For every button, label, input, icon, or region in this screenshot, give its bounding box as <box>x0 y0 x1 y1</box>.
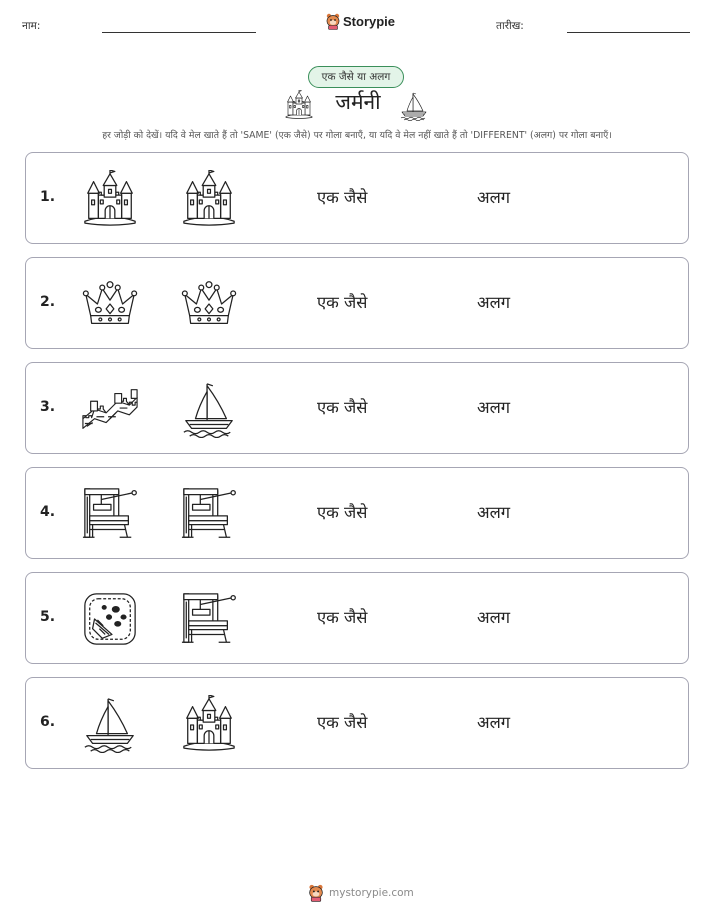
castle-icon <box>81 170 139 228</box>
same-option[interactable]: एक जैसे <box>317 713 368 732</box>
footer-website: mystorypie.com <box>329 887 414 899</box>
different-option[interactable]: अलग <box>477 188 511 207</box>
brand-logo <box>326 13 395 30</box>
crown-icon <box>81 275 139 333</box>
date-field-line[interactable] <box>567 32 690 33</box>
worksheet-type-badge: एक जैसे या अलग <box>308 66 404 88</box>
different-option[interactable]: अलग <box>477 398 511 417</box>
question-row <box>25 572 689 664</box>
castle-icon <box>180 170 238 228</box>
same-option[interactable]: एक जैसे <box>317 188 368 207</box>
printing-press-icon <box>180 485 238 543</box>
printing-press-icon <box>81 485 139 543</box>
cookie-icon <box>81 590 139 648</box>
brand-name: Storypie <box>343 14 396 29</box>
same-option[interactable]: एक जैसे <box>317 608 368 627</box>
different-option[interactable]: अलग <box>477 293 511 312</box>
question-row <box>25 257 689 349</box>
same-option[interactable]: एक जैसे <box>317 293 368 312</box>
question-number: 2. <box>40 294 56 310</box>
question-number: 5. <box>40 609 56 625</box>
same-option[interactable]: एक जैसे <box>317 503 368 522</box>
question-number: 3. <box>40 399 56 415</box>
date-label: तारीख: <box>496 20 524 32</box>
question-row <box>25 677 689 769</box>
great-wall-icon <box>81 380 139 438</box>
castle-icon <box>284 90 314 120</box>
question-row <box>25 467 689 559</box>
name-label: नाम: <box>22 20 41 32</box>
question-row <box>25 362 689 454</box>
sailboat-icon <box>180 380 238 438</box>
storypie-mascot-icon <box>308 884 324 902</box>
name-field-line[interactable] <box>102 32 256 33</box>
sailboat-icon <box>399 91 429 121</box>
same-option[interactable]: एक जैसे <box>317 398 368 417</box>
question-number: 6. <box>40 714 56 730</box>
instructions-text: हर जोड़ी को देखें। यदि वे मेल खाते हैं तो 'SAME' (एक जैसे) पर गोला बनाएँ, या यदि वे मेल नहीं खाते हैं तो 'DIFFERENT' (अलग) पर गोला बनाएँ। <box>102 130 612 141</box>
footer <box>308 884 414 902</box>
sailboat-icon <box>81 695 139 753</box>
different-option[interactable]: अलग <box>477 608 511 627</box>
storypie-mascot-icon <box>326 13 340 30</box>
castle-icon <box>180 695 238 753</box>
crown-icon <box>180 275 238 333</box>
different-option[interactable]: अलग <box>477 503 511 522</box>
worksheet-title: जर्मनी <box>335 90 381 114</box>
question-number: 4. <box>40 504 56 520</box>
printing-press-icon <box>180 590 238 648</box>
question-number: 1. <box>40 189 56 205</box>
different-option[interactable]: अलग <box>477 713 511 732</box>
question-row <box>25 152 689 244</box>
